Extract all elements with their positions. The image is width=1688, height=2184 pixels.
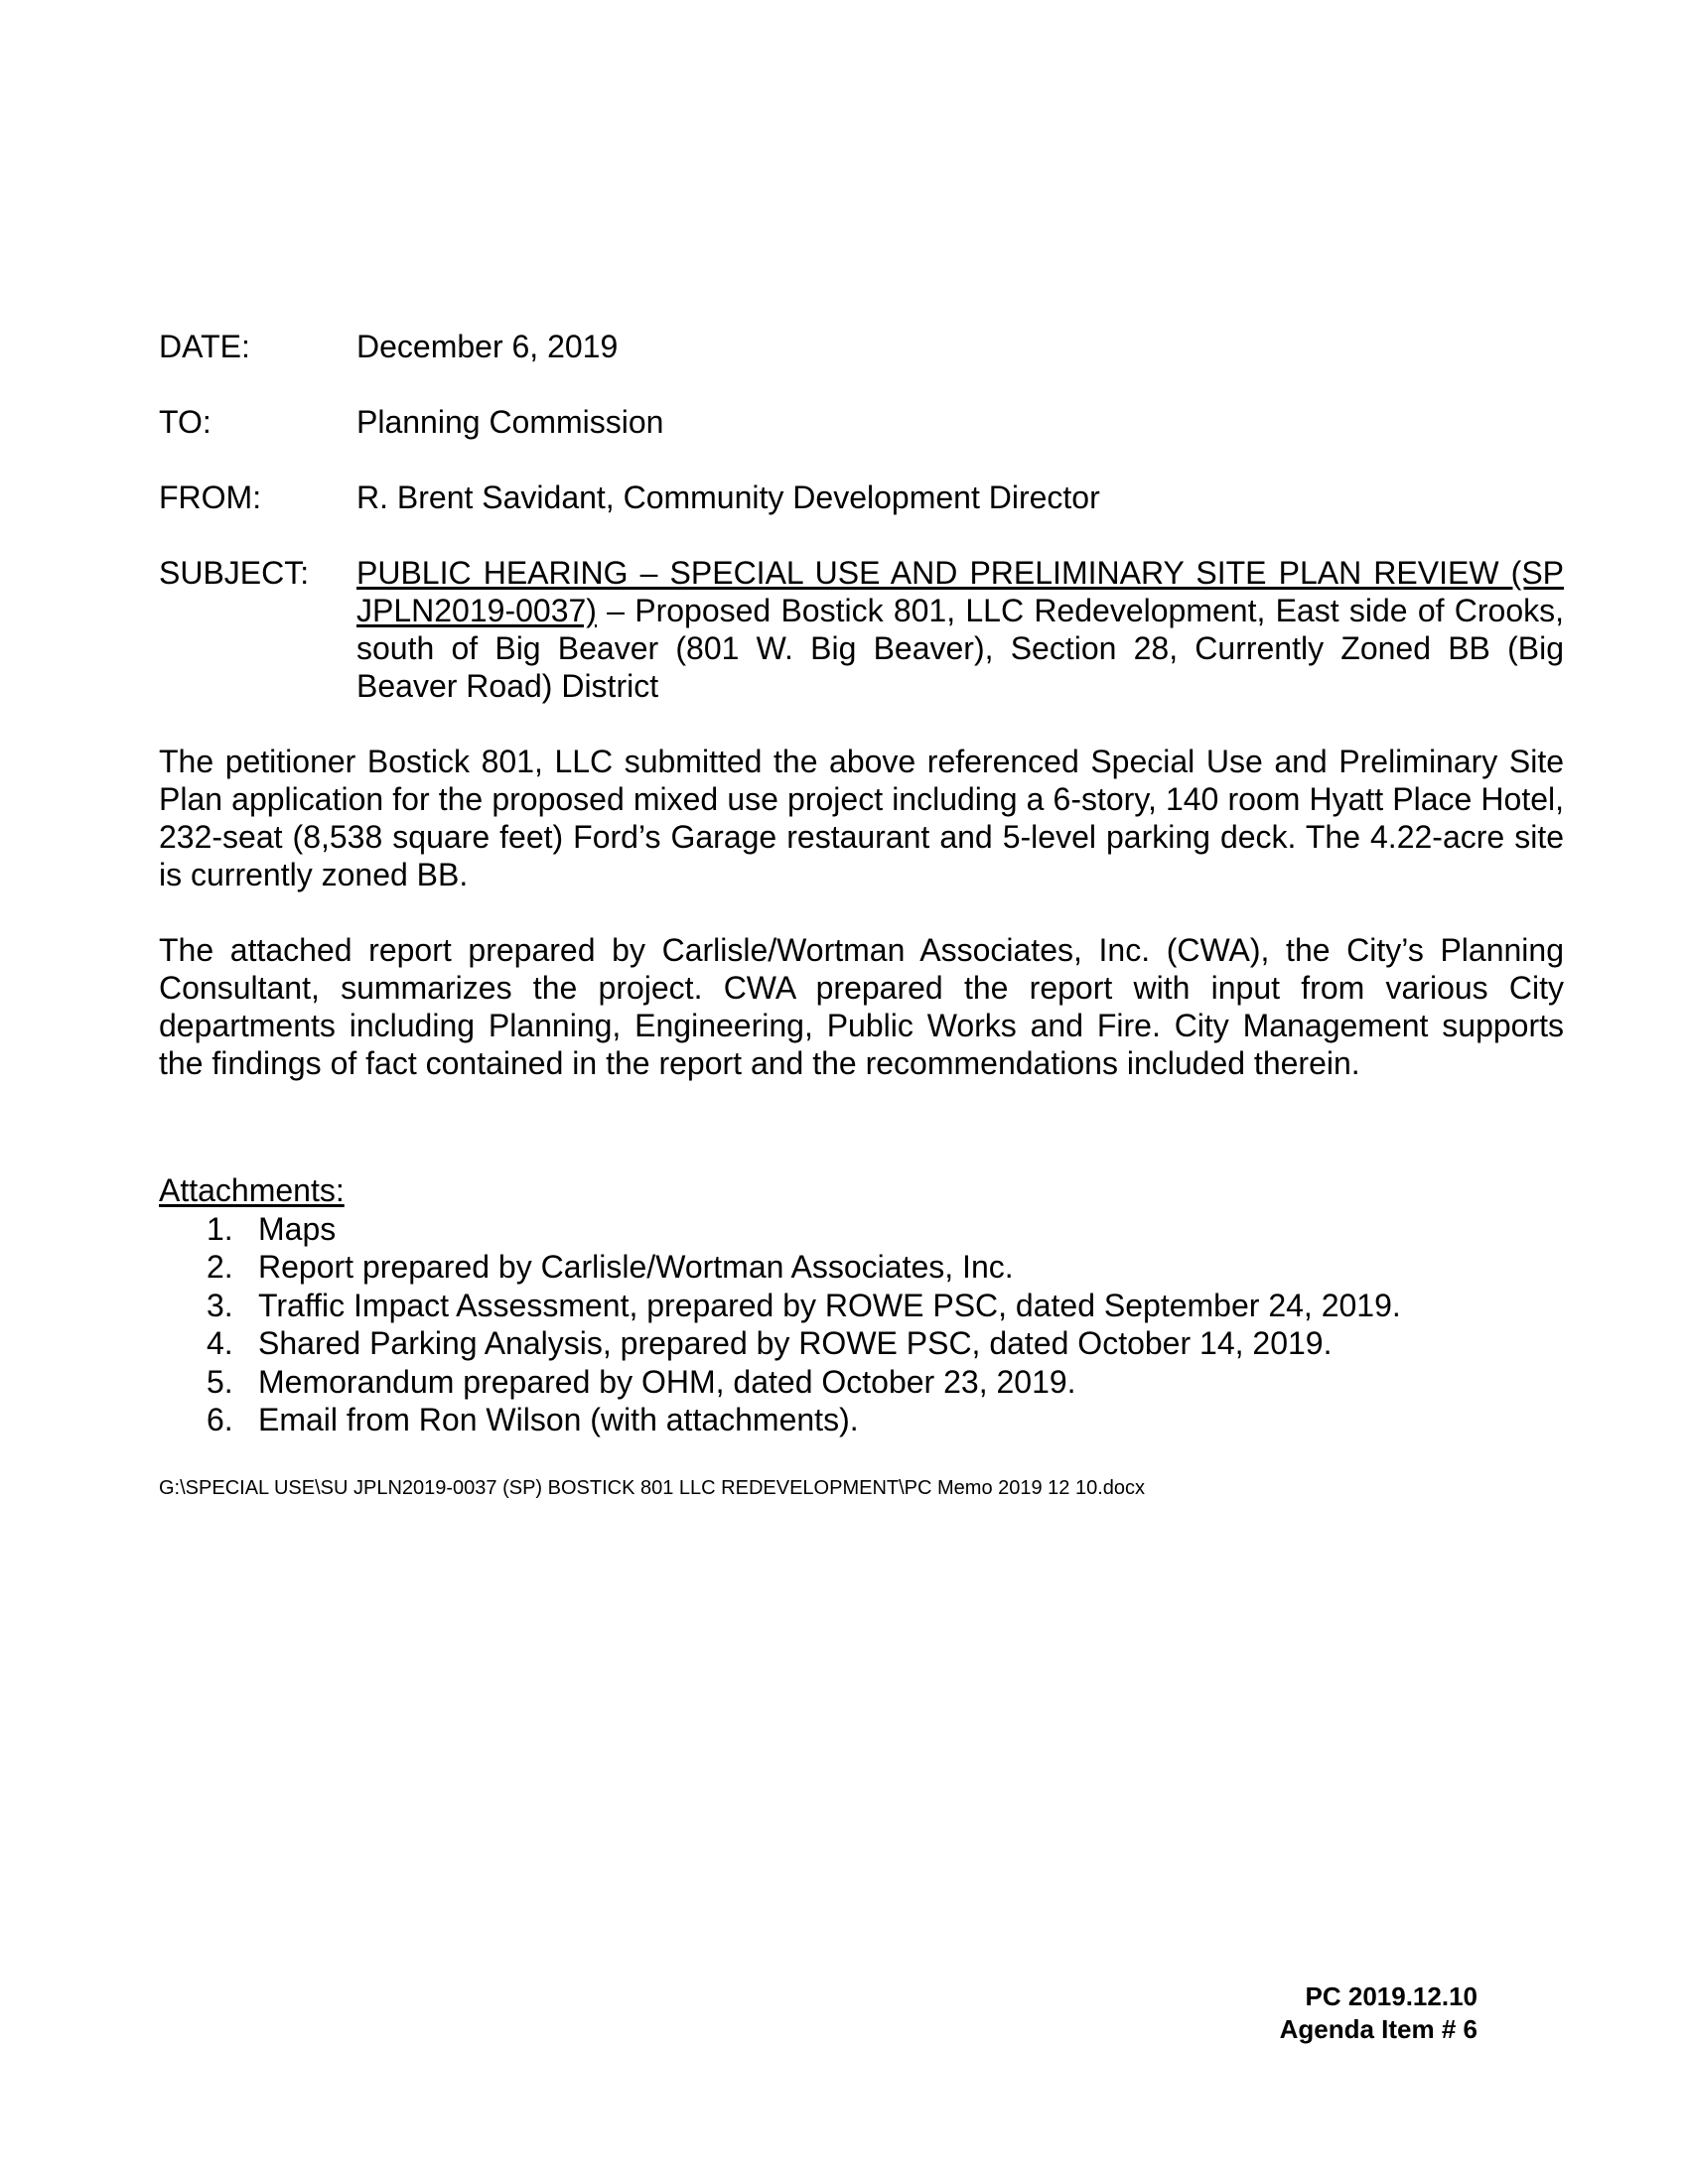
attachment-number: 5. bbox=[207, 1363, 233, 1400]
attachments-list bbox=[159, 1210, 1564, 1439]
from-row bbox=[159, 478, 1564, 516]
subject-description: – Proposed Bostick 801, LLC Redevelopment, East side of Crooks, south of Big Beaver (801 W. Big Beaver), Section 28, Currently Zoned BB (Big Beaver Road) District bbox=[356, 593, 1564, 704]
attachment-number: 3. bbox=[207, 1287, 233, 1323]
date-label: DATE: bbox=[159, 329, 250, 364]
to-value: Planning Commission bbox=[356, 404, 664, 440]
memo-content bbox=[159, 328, 1564, 1120]
attachment-item bbox=[159, 1363, 1564, 1402]
attachment-text: Shared Parking Analysis, prepared by ROWE PSC, dated October 14, 2019. bbox=[258, 1325, 1333, 1361]
attachment-text: Traffic Impact Assessment, prepared by ROWE PSC, dated September 24, 2019. bbox=[258, 1287, 1401, 1323]
paragraph-report: The attached report prepared by Carlisle/Wortman Associates, Inc. (CWA), the City’s Planning Consultant, summarizes the project. CWA prepared the report with input from various City departments including Planning, Engineering, Public Works and Fire. City Management supports the findings of fact contained in the report and the recommendations included therein. bbox=[159, 932, 1564, 1081]
from-label: FROM: bbox=[159, 479, 262, 515]
attachment-text: Email from Ron Wilson (with attachments). bbox=[258, 1402, 859, 1437]
agenda-item-number: Agenda Item # 6 bbox=[1279, 2014, 1477, 2044]
attachments-title: Attachments: bbox=[159, 1172, 345, 1208]
attachment-number: 1. bbox=[207, 1210, 233, 1247]
agenda-footer bbox=[1280, 1980, 1477, 2046]
date-row bbox=[159, 328, 1564, 365]
from-value: R. Brent Savidant, Community Development Director bbox=[356, 479, 1100, 515]
meeting-reference: PC 2019.12.10 bbox=[1305, 1981, 1477, 2011]
subject-label: SUBJECT: bbox=[159, 555, 310, 591]
attachment-item bbox=[159, 1248, 1564, 1287]
attachments-section bbox=[159, 1171, 1564, 1439]
to-row bbox=[159, 403, 1564, 441]
subject-row bbox=[159, 554, 1564, 705]
subject-heading: PUBLIC HEARING – SPECIAL USE AND PRELIMINARY SITE PLAN REVIEW (SP JPLN2019-0037) bbox=[356, 555, 1564, 628]
attachment-number: 4. bbox=[207, 1325, 233, 1361]
attachment-item bbox=[159, 1210, 1564, 1249]
attachment-item bbox=[159, 1324, 1564, 1363]
attachment-text: Memorandum prepared by OHM, dated October 23, 2019. bbox=[258, 1363, 1076, 1400]
subject-value bbox=[356, 554, 1564, 705]
attachment-number: 6. bbox=[207, 1402, 233, 1437]
file-path: G:\SPECIAL USE\SU JPLN2019-0037 (SP) BOSTICK 801 LLC REDEVELOPMENT\PC Memo 2019 12 10.docx bbox=[159, 1477, 1146, 1499]
attachment-text: Report prepared by Carlisle/Wortman Associates, Inc. bbox=[258, 1249, 1014, 1285]
to-label: TO: bbox=[159, 404, 211, 440]
attachment-number: 2. bbox=[207, 1249, 233, 1285]
attachment-text: Maps bbox=[258, 1210, 337, 1247]
attachment-item bbox=[159, 1401, 1564, 1439]
date-value: December 6, 2019 bbox=[356, 329, 619, 364]
paragraph-petition: The petitioner Bostick 801, LLC submitted the above referenced Special Use and Preliminary Site Plan application for the proposed mixed use project including a 6-story, 140 room Hyatt Place Hotel, 232-seat (8,538 square feet) Ford’s Garage restaurant and 5-level parking deck. The 4.22-acre site is currently zoned BB. bbox=[159, 744, 1564, 892]
attachment-item bbox=[159, 1287, 1564, 1325]
